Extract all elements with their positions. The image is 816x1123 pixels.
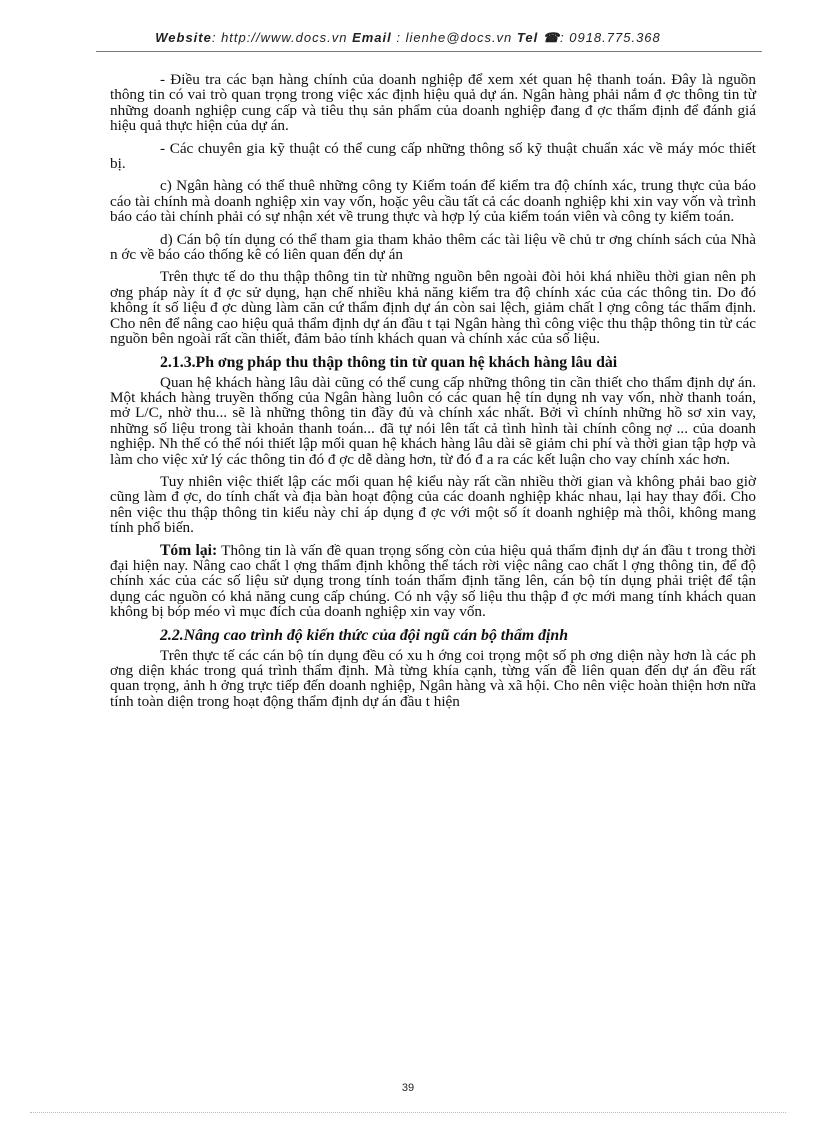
footer-divider <box>30 1112 786 1113</box>
paragraph-audit-firms: c) Ngân hàng có thể thuê những công ty Kiểm toán để kiểm tra độ chính xác, trung thực của báo cáo tài chính mà doanh nghiệp xin vay vốn, hoặc yêu cầu tất cả các doanh nghiệp khi xin vay vốn và trình báo cáo tài chính phải có sự nhận xét về trung thực và hợp lý của kiểm toán viên và công ty kiểm toán. <box>110 177 756 226</box>
paragraph-long-term-relations: Quan hệ khách hàng lâu dài cũng có thể cung cấp những thông tin cần thiết cho thẩm định dự án. Một khách hàng truyền thống của Ngân hàng luôn có các quan hệ tín dụng nh vay vốn, nhờ thanh toán, mở L/C, nhờ thu... sẽ là những thông tin đầy đủ và chính xác nhất. Bởi vì chính những hồ sơ xin vay, những số liệu trong tài khoản thanh toán... đã tự nói lên tất cả tình hình tài chính công nợ ... của doanh nghiệp. Nh thế có thể nói thiết lập mối quan hệ khách hàng lâu dài sẽ giảm chi phí và thời gian tập hợp và làm cho việc xử lý các thông tin đó đ ợc dễ dàng hơn, từ đó đ a ra các kết luận cho vay chính xác hơn. <box>110 373 756 468</box>
tel-value: : 0918.775.368 <box>560 30 661 45</box>
page-header <box>0 30 816 46</box>
paragraph-staff-capability: Trên thực tế các cán bộ tín dụng đều có xu h ớng coi trọng một số ph ơng diện này hơn là các ph ơng diện khác trong quá trình thẩm định. Mà từng khía cạnh, từng vấn đề liên quan đến dự án đều rất quan trọng, ảnh h ởng trực tiếp đến doanh nghiệp, Ngân hàng và xã hội. Cho nên việc hoàn thiện hơn nữa tính toàn diện trong hoạt động thẩm định dự án đầu t hiện <box>110 646 756 710</box>
email-label: Email <box>352 30 392 45</box>
email-value: : lienhe@docs.vn <box>391 30 517 45</box>
paragraph-external-sources: Trên thực tế do thu thập thông tin từ những nguồn bên ngoài đòi hỏi khá nhiều thời gian nên ph ơng pháp này ít đ ợc sử dụng, hạn chế nhiều khả năng kiểm tra độ chính xác của các thông tin. Do đó không ít số liệu đ ợc dùng làm căn cứ thẩm định dự án còn sai lệch, giảm chất l ợng công tác thẩm định. Cho nên để nâng cao hiệu quả thẩm định dự án đầu t tại Ngân hàng thì công việc thu thập thông tin từ các nguồn bên ngoài rất cần thiết, đảm bảo tính khách quan và chính xác của số liệu. <box>110 268 756 348</box>
section-heading-2-1-3: 2.1.3.Ph ơng pháp thu thập thông tin từ quan hệ khách hàng lâu dài <box>160 353 618 371</box>
header-divider <box>96 51 762 52</box>
website-value: : http://www.docs.vn <box>211 30 353 45</box>
paragraph-policy-documents: d) Cán bộ tín dụng có thể tham gia tham khảo thêm các tài liệu về chủ tr ơng chính sách của Nhà n ớc về báo cáo thống kê có liên quan đến dự án <box>110 230 756 264</box>
paragraph-bank-partners: - Điều tra các bạn hàng chính của doanh nghiệp để xem xét quan hệ thanh toán. Đây là nguồn thông tin có vai trò quan trọng trong việc xác định hiệu quả dự án. Ngân hàng phải nắm đ ợc thông tin từ những doanh nghiệp cung cấp và tiêu thụ sản phẩm của doanh nghiệp đang đ ợc thẩm định để đánh giá hiệu quả thực hiện của dự án. <box>110 71 756 135</box>
page-number: 39 <box>401 1082 415 1094</box>
paragraph-summary <box>110 543 756 620</box>
website-label: Website <box>155 30 212 45</box>
paragraph-limitations: Tuy nhiên việc thiết lập các mối quan hệ kiểu này rất cần nhiều thời gian và không phải bao giờ cũng làm đ ợc, do tính chất và địa bàn hoạt động của các doanh nghiệp khác nhau, lại hay thay đổi. Cho nên việc thu thập thông tin kiểu này chỉ áp dụng đ ợc với một số ít doanh nghiệp mà thôi, không mang tính phổ biến. <box>110 472 756 537</box>
summary-lead: Tóm lại: <box>160 541 218 559</box>
summary-text: Thông tin là vấn đề quan trọng sống còn của hiệu quả thẩm định dự án đầu t trong thời đại hiện nay. Nâng cao chất l ợng thẩm định không thể tách rời việc nâng cao chất l ợng thông tin, để độ chính xác của các số liệu sử dụng trong tính toán thẩm định tăng lên, cán bộ tín dụng phải triệt để tận dụng các nguồn có khả năng cung cấp chúng. Có nh vậy số liệu thu thập đ ợc mới mang tính khách quan không bị bóp méo vì mục đích của doanh nghiệp xin vay vốn. <box>110 541 756 621</box>
paragraph-technical-experts: - Các chuyên gia kỹ thuật có thể cung cấp những thông số kỹ thuật chuẩn xác về máy móc thiết bị. <box>110 139 756 173</box>
document-body <box>110 72 756 716</box>
tel-label: Tel ☎ <box>516 30 561 45</box>
section-heading-2-2: 2.2.Nâng cao trình độ kiến thức của đội ngũ cán bộ thẩm định <box>160 626 568 644</box>
